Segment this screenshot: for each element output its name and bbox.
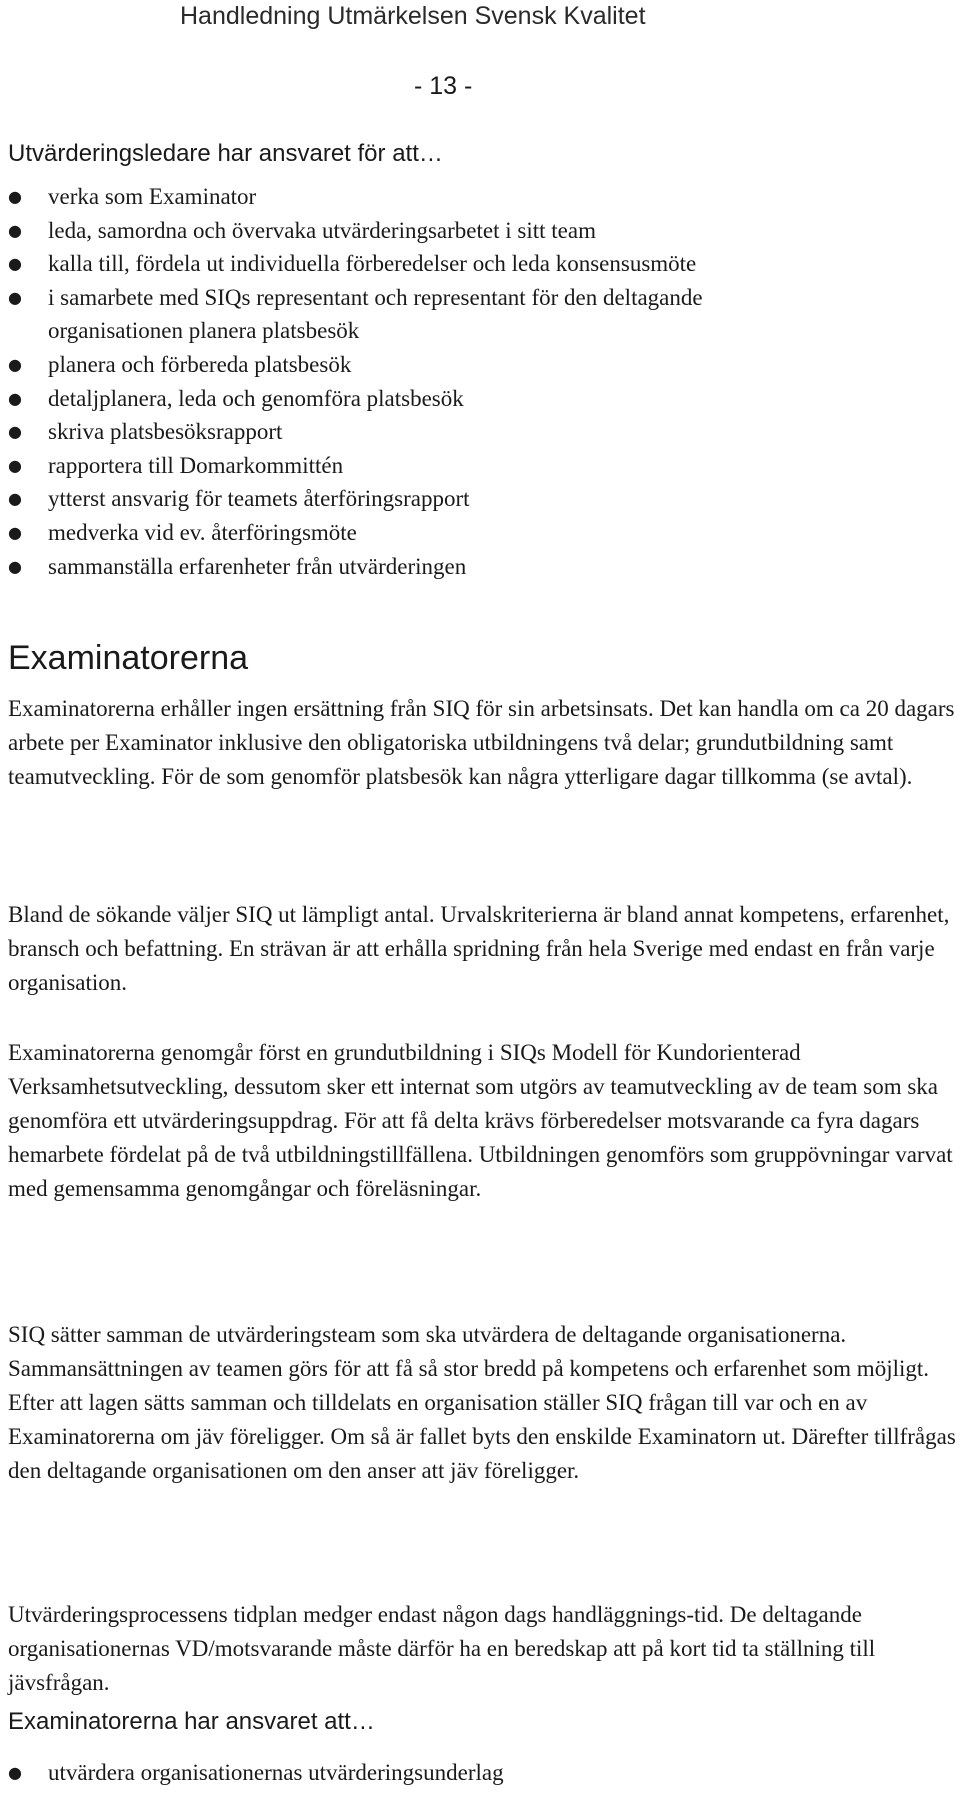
list-item: ● verka som Examinator: [0, 180, 950, 214]
bullet-icon: ●: [8, 254, 22, 274]
list-item-continuation: organisationen planera platsbesök: [48, 318, 360, 344]
page-number: - 13 -: [414, 72, 473, 100]
evaluation-leader-list: [0, 180, 950, 583]
bullet-icon: ●: [8, 455, 22, 475]
list-item: ● leda, samordna och övervaka utvärderingsarbetet i sitt team: [0, 214, 950, 248]
bullet-icon: ●: [8, 388, 22, 408]
bullet-icon: ●: [8, 489, 22, 509]
list-item: ● utvärdera organisationernas utvärderingsunderlag: [0, 1756, 950, 1790]
list-item: ● detaljplanera, leda och genomföra platsbesök: [0, 382, 950, 416]
list-item: ● kalla till, fördela ut individuella förberedelser och leda konsensusmöte: [0, 247, 950, 281]
section-heading-examiners: Examinatorerna: [8, 639, 249, 677]
bullet-icon: ●: [8, 522, 22, 542]
paragraph-selection: Bland de sökande väljer SIQ ut lämpligt antal. Urvalskriterierna är bland annat kompetens, erfarenhet, bransch och befattning. En strävan är att erhålla spridning från hela Sverige med endast en från varje organisation.: [8, 902, 950, 995]
bullet-icon: ●: [8, 354, 22, 374]
bullet-icon: ●: [8, 287, 22, 307]
paragraph-compensation: Examinatorerna erhåller ingen ersättning från SIQ för sin arbetsinsats. Det kan handla om ca 20 dagars arbete per Examinator inklusive den obligatoriska utbildningens två delar; grundutbildning samt teamutveckling. För de som genomför platsbesök kan några ytterligare dagar tillkomma (se avtal).: [8, 696, 955, 789]
bullet-icon: ●: [8, 556, 22, 576]
list-item: ● rapportera till Domarkommittén: [0, 449, 950, 483]
bullet-icon: ●: [8, 1763, 22, 1782]
list-item: ● ytterst ansvarig för teamets återföringsrapport: [0, 482, 950, 516]
bullet-icon: ●: [8, 220, 22, 240]
bullet-icon: ●: [8, 187, 22, 206]
section-heading-examiner-responsibility: Examinatorerna har ansvaret att…: [8, 1708, 375, 1735]
paragraph-team-composition: SIQ sätter samman de utvärderingsteam som ska utvärdera de deltagande organisationerna. Sammansättningen av teamen görs för att få så stor bredd på kompetens och erfarenhet som möjligt. Efter att lagen sätts samman och tilldelats en organisation ställer SIQ frågan till var och en av Examinatorerna om jäv föreligger. Om så är fallet byts den enskilde Examinatorn ut. Därefter tillfrågas den deltagande organisationen om den anser att jäv föreligger.: [8, 1322, 956, 1483]
list-item: ● planera och förbereda platsbesök: [0, 348, 950, 382]
list-item: ● sammanställa erfarenheter från utvärderingen: [0, 550, 950, 584]
bullet-icon: ●: [8, 422, 22, 442]
paragraph-timeline: Utvärderingsprocessens tidplan medger endast någon dags handläggnings-tid. De deltagande organisationernas VD/motsvarande måste därför ha en beredskap att på kort tid ta ställning till jävsfrågan.: [8, 1602, 876, 1695]
paragraph-training: Examinatorerna genomgår först en grundutbildning i SIQs Modell för Kundorienterad Verksamhetsutveckling, dessutom sker ett internat som utgörs av teamutveckling av de team som ska genomföra ett utvärderingsuppdrag. För att få delta krävs förberedelser motsvarande ca fyra dagars hemarbete fördelat på de två utbildningstillfällena. Utbildningen genomförs som gruppövningar varvat med gemensamma genomgångar och föreläsningar.: [8, 1040, 953, 1201]
running-header: Handledning Utmärkelsen Svensk Kvalitet: [180, 2, 646, 30]
list-item: ● skriva platsbesöksrapport: [0, 415, 950, 449]
list-item: ● i samarbete med SIQs representant och representant för den deltagande: [0, 281, 950, 315]
list-item: ● medverka vid ev. återföringsmöte: [0, 516, 950, 550]
examiner-responsibility-list: [0, 1756, 950, 1790]
section-heading-evaluation-leader: Utvärderingsledare har ansvaret för att…: [8, 140, 443, 167]
